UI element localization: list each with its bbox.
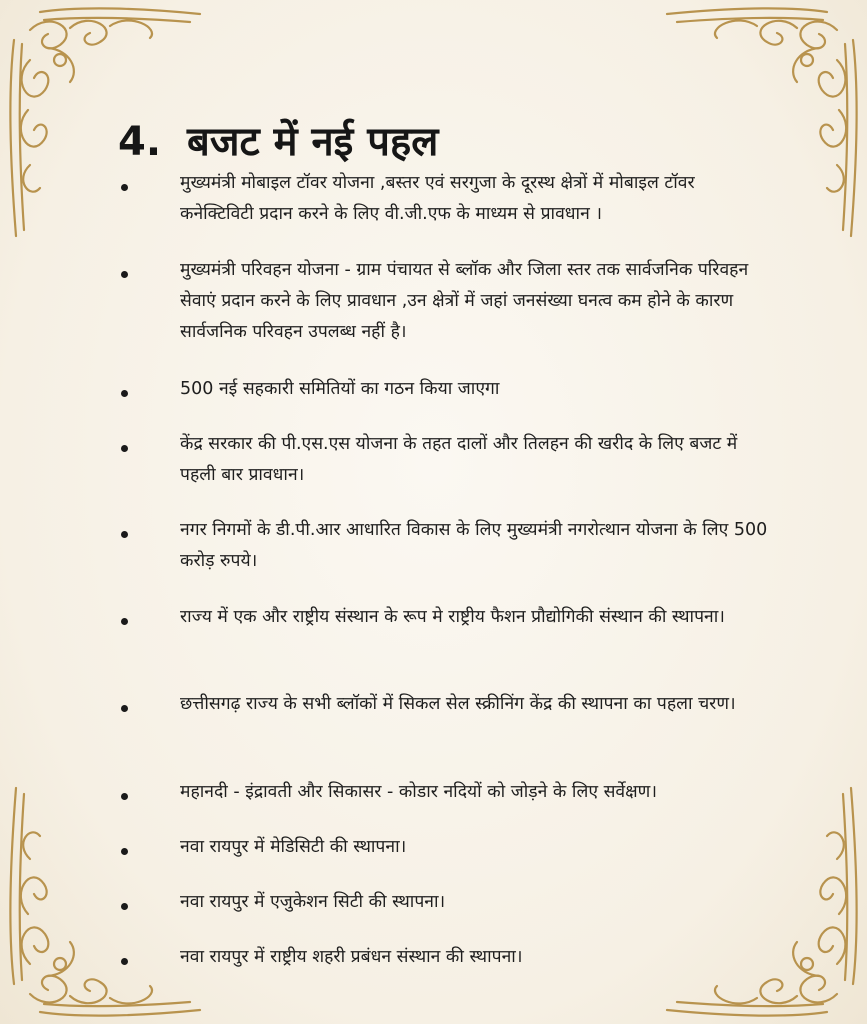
bullet-icon (121, 848, 128, 855)
bullet-icon (121, 618, 128, 625)
list-item-text: नगर निगमों के डी.पी.आर आधारित विकास के लिए मुख्यमंत्री नगरोत्थान योजना के लिए 500 करोड़ रुपये। (180, 520, 768, 571)
list-item-text: नवा रायपुर में राष्ट्रीय शहरी प्रबंधन संस्थान की स्थापना। (180, 947, 523, 967)
bullet-icon (121, 793, 128, 800)
bullet-icon (121, 705, 128, 712)
bullet-icon (121, 271, 128, 278)
bullet-icon (121, 958, 128, 965)
list-item-text: महानदी - इंद्रावती और सिकासर - कोडार नदियों को जोड़ने के लिए सर्वेक्षण। (180, 782, 657, 802)
bullet-icon (121, 184, 128, 191)
list-item-text: 500 नई सहकारी समितियों का गठन किया जाएगा (180, 379, 500, 399)
list-item-text: नवा रायपुर में एजुकेशन सिटी की स्थापना। (180, 892, 446, 912)
list-item-text: राज्य में एक और राष्ट्रीय संस्थान के रूप मे राष्ट्रीय फैशन प्रौद्योगिकी संस्थान की स्थापना। (180, 607, 725, 627)
bullet-icon (121, 390, 128, 397)
list-item-text: मुख्यमंत्री परिवहन योजना - ग्राम पंचायत से ब्लॉक और जिला स्तर तक सार्वजनिक परिवहन सेवाएं प्रदान करने के लिए प्रावधान ,उन क्षेत्रों में जहां जनसंख्या घनत्व कम होने के कारण सार्वजनिक परिवहन उपलब्ध नहीं है। (180, 260, 749, 342)
bullet-icon (121, 903, 128, 910)
list-item-text: छत्तीसगढ़ राज्य के सभी ब्लॉकों में सिकल सेल स्क्रीनिंग केंद्र की स्थापना का पहला चरण। (180, 694, 736, 714)
section-number: 4. (118, 119, 162, 165)
bullet-icon (121, 445, 128, 452)
list-item-text: मुख्यमंत्री मोबाइल टॉवर योजना ,बस्तर एवं सरगुजा के दूरस्थ क्षेत्रों में मोबाइल टॉवर कनेक्टिविटी प्रदान करने के लिए वी.जी.एफ के माध्यम से प्रावधान । (180, 173, 695, 224)
list-item-text: केंद्र सरकार की पी.एस.एस योजना के तहत दालों और तिलहन की खरीद के लिए बजट में पहली बार प्रावधान। (180, 434, 738, 485)
bullet-icon (121, 531, 128, 538)
list-item-text: नवा रायपुर में मेडिसिटी की स्थापना। (180, 837, 407, 857)
section-title: बजट में नई पहल (187, 119, 439, 165)
